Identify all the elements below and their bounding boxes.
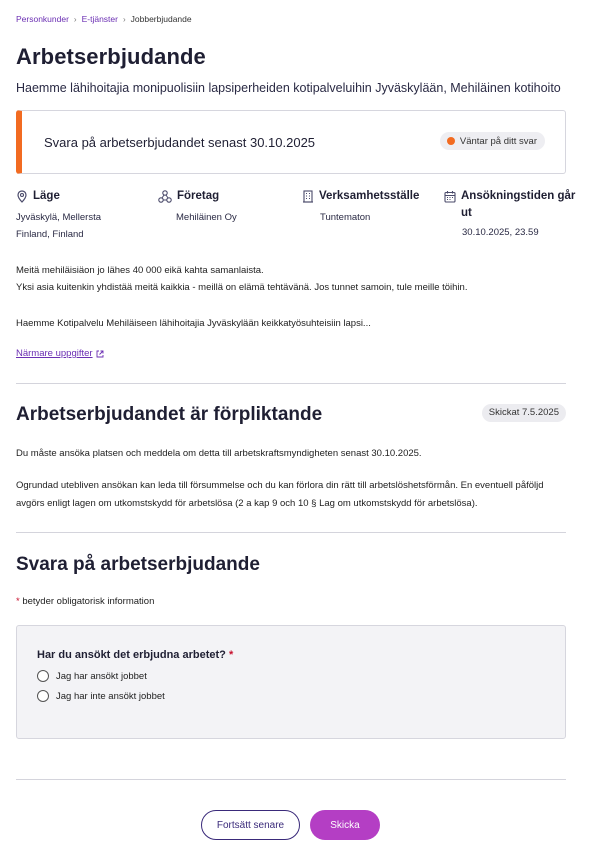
status-dot-icon [447, 137, 455, 145]
required-note [16, 596, 154, 607]
radio-label: Jag har ansökt jobbet [56, 670, 147, 682]
response-title: Svara på arbetserbjudande [16, 554, 260, 575]
breadcrumb-link-personkunder[interactable]: Personkunder [16, 14, 69, 24]
external-link-icon [96, 350, 104, 358]
radio-label: Jag har inte ansökt jobbet [56, 690, 165, 702]
info-deadline-label [461, 188, 575, 222]
building-icon [302, 190, 314, 203]
info-location [16, 188, 146, 243]
location-pin-icon [16, 190, 28, 203]
breadcrumb-separator: › [122, 14, 126, 24]
obligation-title: Arbetserbjudandet är förpliktande [16, 404, 323, 425]
radio-option-applied[interactable] [37, 670, 147, 682]
breadcrumb-link-etjanster[interactable]: E-tjänster [81, 14, 118, 24]
info-location-line2: Finland, Finland [16, 229, 84, 240]
info-deadline-value: 30.10.2025, 23.59 [462, 227, 539, 238]
company-network-icon [158, 190, 172, 203]
required-star: * [16, 596, 20, 607]
info-location-label: Läge [33, 190, 60, 202]
sent-badge: Skickat 7.5.2025 [482, 404, 566, 422]
job-description [16, 262, 566, 332]
radio-button[interactable] [37, 670, 49, 682]
breadcrumb-current: Jobberbjudande [130, 14, 192, 24]
info-company [158, 188, 288, 226]
breadcrumb [16, 14, 192, 24]
info-location-line1: Jyväskylä, Mellersta [16, 212, 101, 223]
info-workplace [302, 188, 442, 226]
obligation-paragraph-2 [16, 477, 566, 512]
description-line: Meitä mehiläisiäon jo lähes 40 000 eikä kahta samanlaista. [16, 265, 264, 276]
question-label [37, 649, 233, 661]
required-star: * [228, 649, 234, 661]
info-location-value [16, 209, 146, 243]
send-button[interactable]: Skicka [310, 810, 380, 840]
section-divider [16, 532, 566, 533]
info-workplace-value: Tuntematon [320, 212, 371, 223]
info-company-label: Företag [177, 190, 220, 202]
info-company-value: Mehiläinen Oy [176, 212, 237, 223]
page-subtitle: Haemme lähihoitajia monipuolisiin lapsiperheiden kotipalveluihin Jyväskylään, Mehiläinen kotihoito [16, 81, 561, 95]
breadcrumb-separator: › [73, 14, 77, 24]
more-details-label: Närmare uppgifter [16, 348, 93, 359]
deadline-alert [16, 110, 566, 174]
continue-later-button[interactable]: Fortsätt senare [201, 810, 300, 840]
radio-button[interactable] [37, 690, 49, 702]
info-deadline-label-line2: ut [461, 207, 472, 219]
page-title: Arbetserbjudande [16, 44, 206, 69]
job-info-grid [16, 188, 576, 248]
status-badge-label: Väntar på ditt svar [459, 135, 537, 147]
required-note-text: betyder obligatorisk information [22, 596, 155, 607]
section-divider [16, 383, 566, 384]
alert-text: Svara på arbetserbjudandet senast 30.10.2025 [44, 135, 316, 150]
status-badge [440, 132, 545, 150]
more-details-link[interactable] [16, 348, 104, 359]
obligation-paragraph-2-line1: Ogrundad utebliven ansökan kan leda till försummelse och du kan förlora din rätt till arbetslöshetsförmån. En eventuell påföljd [16, 480, 544, 491]
obligation-paragraph-2-line2: avgörs enligt lagen om utkomstskydd för arbetslösa (2 a kap 9 och 10 § Lag om utkomstskydd för arbetslösa). [16, 497, 478, 509]
obligation-paragraph-1: Du måste ansöka platsen och meddela om detta till arbetskraftsmyndigheten senast 30.10.2025. [16, 448, 422, 459]
info-workplace-label: Verksamhetsställe [319, 190, 420, 202]
response-form [16, 625, 566, 739]
info-deadline-label-line1: Ansökningstiden går [461, 190, 576, 202]
description-line: Yksi asia kuitenkin yhdistää meitä kaikkia - meillä on elämä tehtävänä. Jos tunnet samoin, tule meille töihin. [16, 282, 468, 293]
radio-option-not-applied[interactable] [37, 690, 165, 702]
calendar-icon [444, 190, 456, 203]
section-divider [16, 779, 566, 780]
question-text: Har du ansökt det erbjudna arbetet? [37, 649, 226, 661]
description-line: Haemme Kotipalvelu Mehiläiseen lähihoitajia Jyväskylään keikkatyösuhteisiin lapsi... [16, 318, 371, 329]
info-deadline [444, 188, 576, 241]
